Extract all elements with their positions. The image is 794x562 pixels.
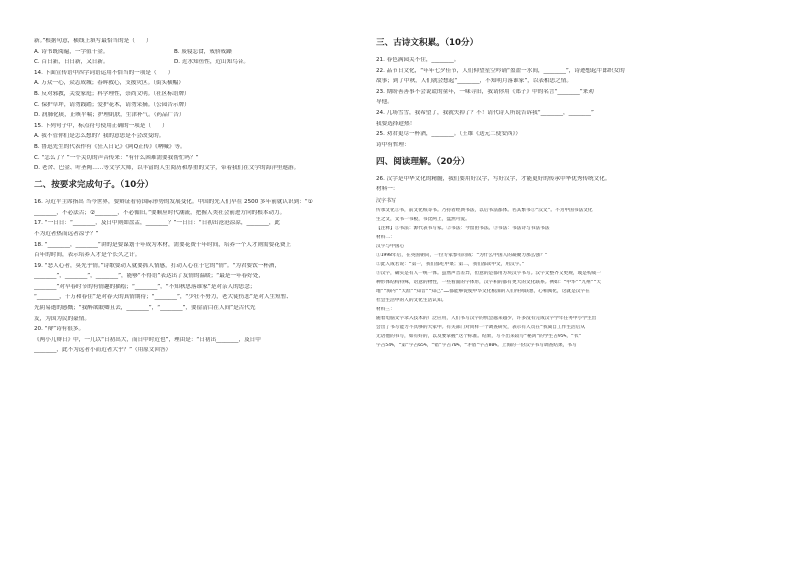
question-22-line-1: 22. 品节日文化，“年年七夕佳节，人们仰望星空吟诵“盈盈一水间，________”，诗迹想起牛郎织女的: [376, 67, 625, 74]
question-20-line-1: 20. “辩”诗有很多。: [34, 326, 85, 333]
question-18-line-2: 百年的时间，表示培养人才是个长久之计。: [34, 252, 141, 259]
material-3-line-3: 无语他的书写，如有好的，以及要掌握”这个标准。结果，写不出来较写“秘鸿”的学生占95%，“衣”: [376, 333, 582, 339]
option-b: B. 废寝忘食，戒骄戒躁: [174, 48, 232, 55]
question-22-line-2: 故事；到了中秋，人们就会想起“________，不知明月落谁家”，以表相思之情。: [376, 78, 572, 85]
question-14-b: B. 反对邪教，关爱家庭；科学理性，崇尚文明。（社区标语牌）: [34, 90, 190, 97]
material-2-line-3: ③汉字，确实是有人一统一体。虽然声音差异，但意的是都用方块汉字书写。汉字文整齐又更规，或是构成一: [376, 270, 602, 276]
question-16-line-2: ________，不必法古；②________，不必循旧。”要顺应时代潮流，把握人类社会前进方向的根本动力。: [34, 209, 286, 216]
question-14-d: D. 润肺化痰，止咳平喘；护理肌肤，生津补气。（药品广告）: [34, 112, 185, 119]
question-26: 26. 汉字是中华文化的精髓，我们要用好汉字，写好汉字，才能更好的传承中华优秀传统文化。: [376, 175, 611, 182]
material-2-line-4: 种形体结构特殊，语意的物性，一些看面的字体形，汉字积的都有更大的文化联系。例如：“中华”“九州”“天: [376, 279, 602, 285]
question-24-line-2: 我要选择趁热！: [376, 120, 416, 127]
question-19-line-4: “________，千万和春住”是对春天的真情期待；“________”，“少壮不努力，老大徒伤悲”是对人生短暂、: [34, 294, 292, 301]
question-23-line-2: 导他。: [376, 99, 393, 106]
question-15: 15. 下列句子中，标点符号使用正确的一项是（ ）: [34, 122, 168, 129]
option-a: A. 诗书既阅遍，一字值千金。: [34, 48, 109, 55]
question-15-b: B. 鲁迅先生的代表作有《狂人日记》《阿Q正传》《呐喊》等。: [34, 143, 186, 150]
option-c: C. 百日新，日日新，又日新。: [34, 59, 109, 66]
question-14-a: A. 万众一心，众志成城；春晖救心，支援灾区。（街头横幅）: [34, 80, 184, 87]
material-1-line-2: 生之文，文书一书板，书比两上，盘然可爱。: [376, 216, 470, 222]
right-column: [376, 38, 748, 352]
question-19-line-2: ________”，________”，________”，能够“不得语”表达出了友情的温暖；“最是一年春好处，: [34, 273, 264, 280]
material-1-line-1: 传承文化①书，前文化纸等书。乃持者经典书法，以后书法都体。名其繁书①“汉文”。不为中国书法文化: [376, 207, 593, 213]
material-3-line-2: 会出了书写能力不具够的大家中。有关部门对同样一个调查研究，表示有人员在“我离自工作生活后从: [376, 324, 586, 330]
material-2-line-5: 地”“海内”“天涯”“知音”“知己”……都能够促使中华文化根深的人们得到联想，心相阅化，这就是汉字在: [376, 288, 590, 294]
question-13-options-cd: [34, 59, 367, 66]
material-1-note: 【注释】①书法：源代表书写家。②书法：今留由书法。③书法：书法诗与书法书法: [376, 225, 550, 231]
section-3-title: 三、古诗文积累。（10分）: [376, 38, 479, 48]
question-16-line-1: 16. 习近平主席指出 当今世界，要辩证看待国际形势的发展变化。中国的先人们早在 2500 多年前就认识到：“①: [34, 199, 313, 206]
material-2-line-2: ②此人成若说：“第一，我们都吃中菜；第二，我们都读中文，用汉字。”: [376, 261, 525, 267]
question-15-a: A. 我不管你们是怎么想的？我的意思是不会改变的。: [34, 133, 165, 140]
question-25-line-1: 25. 劝君更尽一杯酒，________。（王维《送元二使安西》）: [376, 131, 521, 138]
material-3-label: 材料三：: [376, 306, 395, 312]
question-19-line-5: 光阴易逝的感慨；“我醉欲眠卿且去，________”，“________”，要留清白在人间”是古代先: [34, 305, 256, 312]
question-18-line-1: 18. “________，________”讲的是要谋划十年成为木材，需要花费十年时间，培养一个人才则需要花费上: [34, 241, 292, 248]
question-23-line-1: 23. 期盼善善事不会说谎的童年，一味寻旧，我请你用《郑子》中的名言“________”来劝: [376, 88, 594, 95]
question-25-line-2: 诗中有哲理：: [376, 141, 410, 148]
option-d: D. 近水知鱼性，近山知鸟音。: [174, 59, 249, 66]
material-2-line-6: 社会生活中的人的文化生活认知。: [376, 297, 447, 303]
material-3-line-1: 随着电脑文字录入技术的广泛应用，人们书写汉字的机会越来越少，许多没有完成汉字学年任务中小学生出: [376, 315, 597, 321]
material-2-label: 材料二：: [376, 234, 395, 240]
left-column: [34, 38, 367, 358]
question-13-tail: 新。”根据句意，横线上填写最恰当的是（ ）: [34, 38, 152, 44]
question-17-line-1: 17. “一日日：“________，及日中则如盘盂，________？”一日日：“日初出沧沧凉凉，________，此: [34, 220, 281, 227]
question-24-line-1: 24. 几场雪雪，我希望了，我就失掉了？不！请代诗人所说告诉我“________，________”: [376, 109, 594, 116]
material-2-title: 汉字与中国心: [376, 243, 405, 249]
question-17-line-2: 不为近者热而远者凉乎？”: [34, 230, 99, 237]
question-21: 21. 春色满园关不住，________。: [376, 57, 460, 63]
question-19-line-1: 19. “恶人心者，莫先乎情。”诗歌要动人就要抓人情感，打动人心在于它的“情”。“为君要饮一杯酒，: [34, 262, 281, 269]
question-20-line-3: ________，此不为远者小而近者大乎？”（用原文回答）: [34, 347, 172, 354]
material-1-label: 材料一：: [376, 186, 399, 193]
section-4-title: 四、阅读理解。（20分）: [376, 156, 470, 167]
material-1-title: 汉字书写: [376, 198, 397, 205]
question-15-c: C. “怎么了？”一个关切的声音传来：“有什么困难需要我帮忙吗？”: [34, 154, 199, 161]
material-2-line-1: ①1998年后，在英国朝向，一位专家参有问成：“为什么中国人的凝聚力那么强？”: [376, 252, 548, 258]
question-19-line-6: 友，为国为民的豪情。: [34, 315, 90, 322]
question-14: 14. 下面宣传语中四字词语运用不恰当的一项是（ ）: [34, 69, 174, 76]
question-13-options-ab: [34, 49, 367, 56]
question-19-line-3: ________”对早春时节的有情趣的描绘；“________”，“不知秋思落谁家”是对亲人的思念；: [34, 283, 256, 290]
material-3-line-4: 字占54%，“第”字占65%，“错”字占70%，“矛盾”字占80%。上海的一份汉字书写调查结果，书写: [376, 342, 577, 348]
section-2-title: 二、按要求完成句子。（10分）: [34, 180, 154, 191]
question-15-d: D. 老舍、巴金、叶圣陶……等文学大师，以丰富的人生阅历和厚重的文字，带着我们在文学的海洋里遨游。: [34, 165, 300, 172]
question-20-line-2: 《两小儿辩日》中，一儿以“日初出大，而日中时近也”，理由是：“日初出________，及日中: [34, 336, 261, 343]
question-14-c: C. 保护草坪，请勿践踏；爱护花木，请勿采摘。（公园告示牌）: [34, 101, 190, 108]
